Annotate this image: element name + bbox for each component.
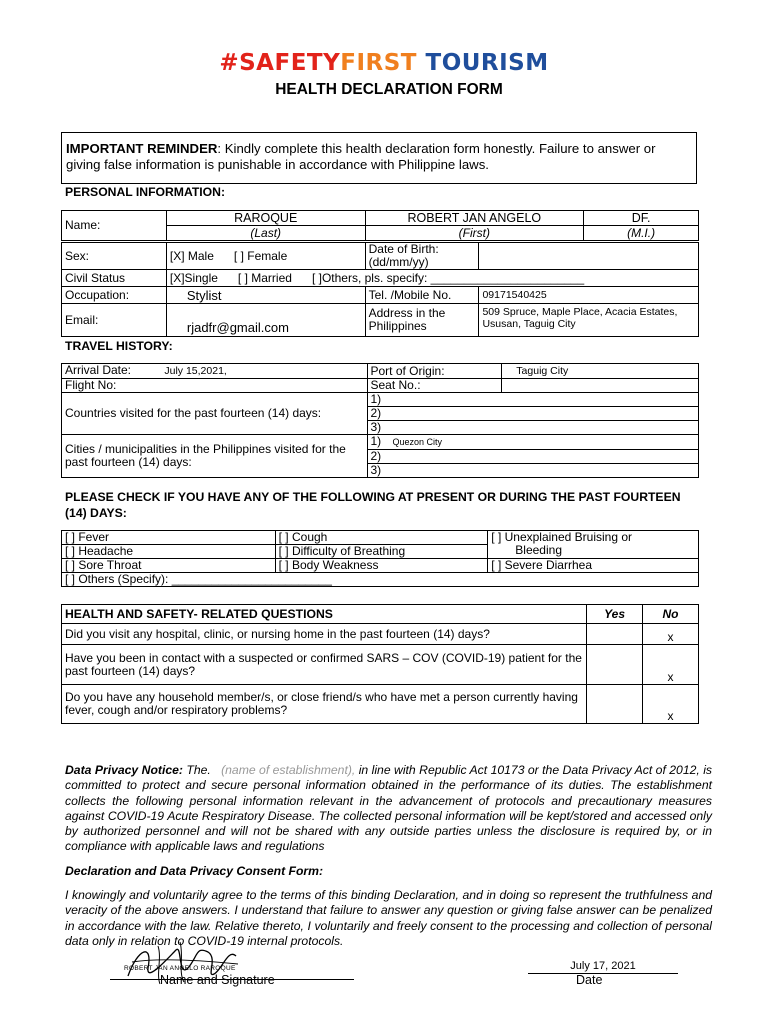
- question-2-no-cell[interactable]: x: [643, 645, 699, 685]
- logo-part-first: FIRST: [340, 50, 417, 76]
- consent-text: I knowingly and voluntarily agree to the terms of this binding Declaration, and in doing so represent the truthfulness and veracity of the above answers. I understand that failure to answer any question or giving false answer can be penalized in accordance with the law. Relative thereto, I voluntarily and freely consent to the processing and collection of personal data only in relation to COVID-19 internal protocols.: [65, 888, 712, 948]
- email-label: Email:: [62, 304, 167, 337]
- first-name-hint: (First): [365, 226, 584, 241]
- date-value[interactable]: July 17, 2021: [528, 960, 678, 974]
- name-label: Name:: [62, 211, 167, 241]
- reminder-label: IMPORTANT REMINDER: [66, 141, 218, 156]
- port-origin-value[interactable]: Taguig City: [502, 364, 699, 379]
- question-1-no-cell[interactable]: x: [643, 624, 699, 645]
- symptoms-heading: PLEASE CHECK IF YOU HAVE ANY OF THE FOLLOWING AT PRESENT OR DURING THE PAST FOURTEEN (14) DAYS:: [65, 490, 681, 520]
- tel-value[interactable]: 09171540425: [479, 287, 699, 304]
- personal-info-heading: PERSONAL INFORMATION:: [65, 185, 226, 199]
- establishment-name-placeholder: (name of establishment),: [221, 763, 356, 777]
- health-questions-table: [61, 604, 699, 724]
- question-3-yes-cell[interactable]: [587, 685, 643, 724]
- symptom-cough[interactable]: [ ] Cough: [275, 531, 488, 545]
- privacy-notice-label: Data Privacy Notice:: [65, 763, 183, 777]
- last-name-hint: (Last): [166, 226, 365, 241]
- signature-printed-name: ROBERT JAN ANGELO RAROQUE: [124, 965, 236, 972]
- travel-history-table: [61, 363, 699, 478]
- cities-visited-label: Cities / municipalities in the Philippines visited for the past fourteen (14) days:: [62, 435, 368, 478]
- last-name-value[interactable]: RAROQUE: [166, 211, 365, 226]
- civil-married-checkbox[interactable]: [ ] Married: [237, 270, 292, 285]
- symptom-others[interactable]: [ ] Others (Specify): ________________________: [62, 573, 699, 587]
- civil-status-options: [166, 270, 698, 287]
- seat-no-value[interactable]: [502, 379, 699, 393]
- country-entry-1[interactable]: 1): [367, 393, 699, 407]
- form-title: HEALTH DECLARATION FORM: [275, 81, 503, 98]
- tel-label: Tel. /Mobile No.: [365, 287, 479, 304]
- symptom-breathing[interactable]: [ ] Difficulty of Breathing: [275, 545, 488, 559]
- symptoms-table: [61, 530, 699, 587]
- question-3-no-cell[interactable]: x: [643, 685, 699, 724]
- address-label: Address in the Philippines: [365, 304, 479, 337]
- country-entry-3[interactable]: 3): [367, 421, 699, 435]
- country-entry-2[interactable]: 2): [367, 407, 699, 421]
- symptom-sore-throat[interactable]: [ ] Sore Throat: [62, 559, 276, 573]
- city-entry-1-number: 1): [370, 434, 382, 448]
- sex-female-checkbox[interactable]: [ ] Female: [233, 248, 288, 263]
- data-privacy-notice: [65, 763, 712, 855]
- important-reminder-box: [61, 132, 697, 184]
- address-value[interactable]: 509 Spruce, Maple Place, Acacia Estates, Ususan, Taguig City: [479, 304, 699, 337]
- civil-others-field[interactable]: [ ]Others, pls. specify: _______________________: [311, 270, 585, 285]
- occupation-value[interactable]: Stylist: [166, 287, 365, 304]
- city-entry-3[interactable]: 3): [367, 464, 699, 478]
- date-label: Date: [576, 973, 603, 987]
- consent-heading: Declaration and Data Privacy Consent Form:: [65, 864, 324, 878]
- reminder-text: : Kindly complete this health declaration form honestly. Failure to answer or giving false information is punishable in accordance with Philippine laws.: [66, 141, 656, 172]
- question-1-yes-cell[interactable]: [587, 624, 643, 645]
- symptom-diarrhea[interactable]: [ ] Severe Diarrhea: [488, 559, 699, 573]
- no-column-header: No: [643, 605, 699, 624]
- personal-info-table: [61, 210, 699, 241]
- personal-details-table: [61, 242, 699, 337]
- privacy-notice-text: in line with Republic Act 10173 or the Data Privacy Act of 2012, is committed to protect and secure personal information obtained in the performance of its duties. The establishment collects the following personal information relevant in the advancement of protocols and precautionary measures against COVID-19 Acute Respiratory Disease. The collected personal information will be kept/stored and accessed only by authorized personnel and will not be shared with any outside parties unless the disclosure is required by, or in compliance with applicable laws and regulations: [65, 763, 712, 854]
- travel-history-heading: TRAVEL HISTORY:: [65, 339, 173, 353]
- question-2-text: Have you been in contact with a suspected or confirmed SARS – COV (COVID-19) patient for the past fourteen (14) days?: [62, 645, 587, 685]
- arrival-date-field: [62, 364, 368, 379]
- sex-options: [166, 243, 365, 270]
- civil-status-label: Civil Status: [62, 270, 167, 287]
- email-value[interactable]: rjadfr@gmail.com: [166, 304, 365, 337]
- port-origin-label: Port of Origin:: [367, 364, 502, 379]
- question-2-yes-cell[interactable]: [587, 645, 643, 685]
- city-entry-1-value: Quezon City: [392, 437, 443, 447]
- question-3-text: Do you have any household member/s, or close friend/s who have met a person currently having fever, cough and/or respiratory problems?: [62, 685, 587, 724]
- symptom-headache[interactable]: [ ] Headache: [62, 545, 276, 559]
- question-1-text: Did you visit any hospital, clinic, or nursing home in the past fourteen (14) days?: [62, 624, 587, 645]
- city-entry-1[interactable]: [367, 435, 699, 450]
- countries-visited-label: Countries visited for the past fourteen (14) days:: [62, 393, 368, 435]
- symptom-bruising[interactable]: [488, 531, 699, 559]
- occupation-label: Occupation:: [62, 287, 167, 304]
- civil-single-checkbox[interactable]: [X]Single: [169, 270, 218, 285]
- sex-label: Sex:: [62, 243, 167, 270]
- middle-initial-value[interactable]: DF.: [584, 211, 699, 226]
- privacy-the: The.: [182, 763, 211, 777]
- symptom-fever[interactable]: [ ] Fever: [62, 531, 276, 545]
- sex-male-checkbox[interactable]: [X] Male: [169, 248, 214, 263]
- arrival-date-label: Arrival Date:: [65, 363, 132, 377]
- arrival-date-value[interactable]: July 15,2021,: [164, 365, 227, 377]
- name-signature-label: Name and Signature: [160, 973, 275, 987]
- symptom-bruising-line2: Bleeding: [515, 543, 562, 557]
- flight-no-label: Flight No:: [65, 378, 117, 392]
- symptom-bruising-line1: [ ] Unexplained Bruising or: [491, 530, 633, 544]
- logo-part-safety: #SAFETY: [219, 50, 341, 76]
- middle-initial-hint: (M.I.): [584, 226, 699, 241]
- flight-no-field: [62, 379, 368, 393]
- seat-no-label: Seat No.:: [367, 379, 502, 393]
- questions-heading: HEALTH AND SAFETY- RELATED QUESTIONS: [62, 605, 587, 624]
- dob-label: Date of Birth:(dd/mm/yy): [365, 243, 479, 270]
- dob-value[interactable]: [479, 243, 699, 270]
- safety-first-tourism-logo: [0, 50, 768, 76]
- logo-part-tourism: TOURISM: [425, 50, 549, 76]
- first-name-value[interactable]: ROBERT JAN ANGELO: [365, 211, 584, 226]
- symptom-body-weakness[interactable]: [ ] Body Weakness: [275, 559, 488, 573]
- yes-column-header: Yes: [587, 605, 643, 624]
- city-entry-2[interactable]: 2): [367, 450, 699, 464]
